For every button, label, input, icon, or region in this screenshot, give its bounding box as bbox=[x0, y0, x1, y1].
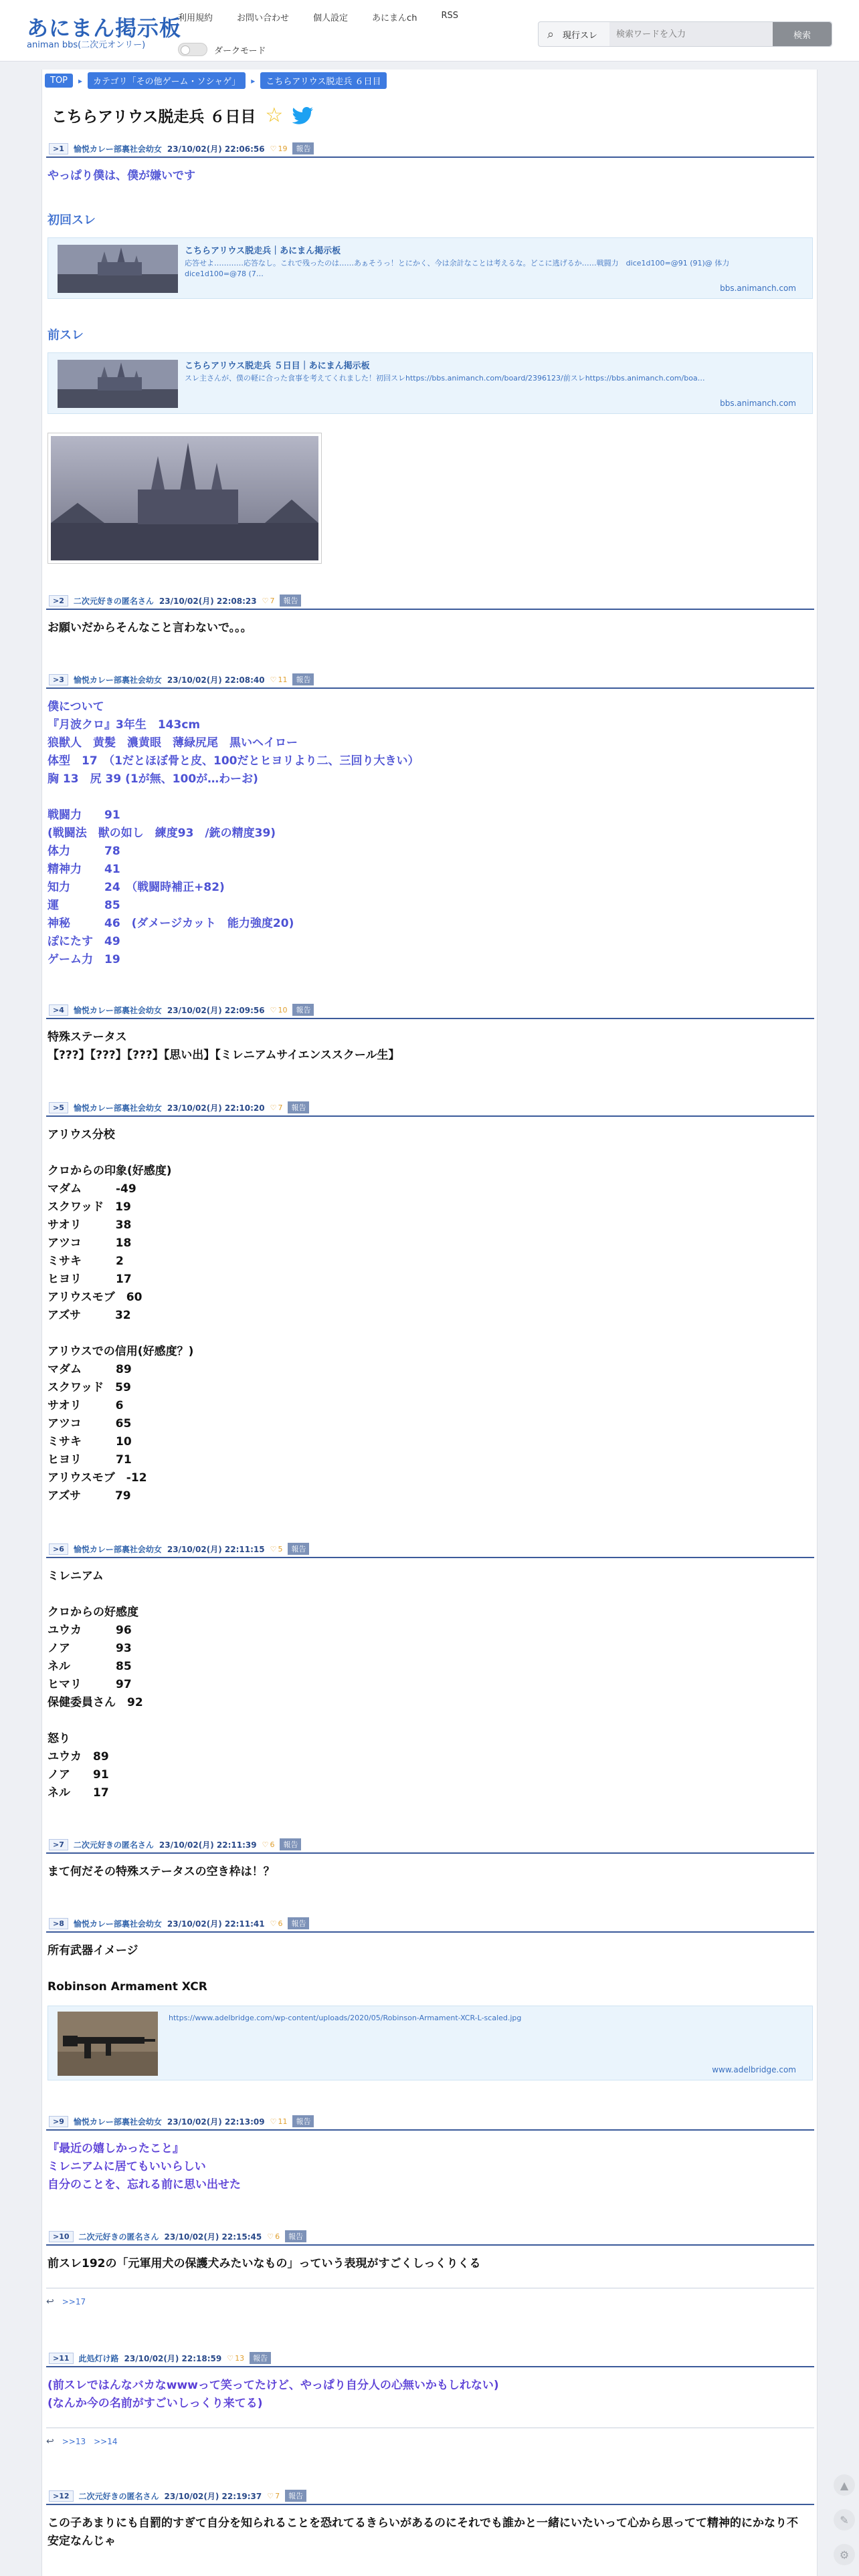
like-button[interactable] bbox=[270, 1006, 288, 1014]
like-button[interactable] bbox=[267, 2232, 280, 2241]
post-author: 二次元好きの匿名さん bbox=[78, 2232, 159, 2242]
like-button[interactable] bbox=[227, 2354, 244, 2363]
res-number-value: 12 bbox=[59, 2491, 70, 2500]
post-time: 23/10/02(月) 22:08:40 bbox=[167, 675, 265, 685]
post-author: 愉悦カレー部裏社会幼女 bbox=[73, 144, 162, 154]
post-body bbox=[47, 1863, 818, 1881]
nav-contact-link[interactable]: お問い合わせ bbox=[237, 13, 290, 23]
card-description: 応答せよ…………応答なし。これで残ったのは……あぁそうっ！とにかく、今は余計なことは考えるな。どこに逃げるか……戦闘力 dice1d100=@91 (91)@ 体力dice1d100=@78 (7… bbox=[185, 259, 730, 278]
post-time: 23/10/02(月) 22:10:20 bbox=[167, 1103, 265, 1113]
scroll-top-button[interactable] bbox=[834, 2474, 855, 2496]
breadcrumb-category[interactable]: カテゴリ「その他ゲーム・ソシャゲ」 bbox=[88, 72, 246, 89]
report-button[interactable]: 報告 bbox=[285, 2230, 306, 2242]
res-number-value: 2 bbox=[59, 596, 64, 605]
res-number-value: 8 bbox=[59, 1919, 64, 1928]
post-author: 二次元好きの匿名さん bbox=[73, 1840, 154, 1850]
toggle-switch[interactable] bbox=[178, 43, 207, 56]
first-thread-heading: 初回スレ bbox=[47, 213, 96, 227]
post-time: 23/10/02(月) 22:13:09 bbox=[167, 2117, 265, 2127]
rifle-thumbnail-image bbox=[58, 2012, 158, 2076]
post bbox=[42, 1102, 818, 1505]
post-header bbox=[46, 1102, 814, 1117]
pencil-icon: ✎ bbox=[840, 2513, 849, 2527]
title-row bbox=[52, 104, 314, 126]
reply-arrow-icon: ↩ bbox=[46, 2296, 54, 2307]
logo-title: あにまん掲示板 bbox=[27, 15, 182, 41]
like-button[interactable] bbox=[262, 597, 275, 605]
heart-icon: ♡ bbox=[270, 1544, 277, 1553]
nav-animanch-link[interactable]: あにまんch bbox=[372, 13, 417, 23]
card-domain: bbs.animanch.com bbox=[720, 399, 796, 408]
link-card-prev-thread[interactable] bbox=[47, 352, 813, 414]
post-time: 23/10/02(月) 22:18:59 bbox=[124, 2353, 222, 2363]
heart-icon: ♡ bbox=[270, 675, 277, 684]
card-domain: bbs.animanch.com bbox=[720, 284, 796, 293]
post-author: 愉悦カレー部裏社会幼女 bbox=[73, 1103, 162, 1113]
report-button[interactable]: 報告 bbox=[292, 2115, 314, 2127]
res-number-value: 6 bbox=[59, 1544, 64, 1553]
post-author: 二次元好きの匿名さん bbox=[73, 596, 154, 606]
res-number-value: 11 bbox=[59, 2353, 70, 2363]
post bbox=[42, 2116, 818, 2194]
post-header bbox=[46, 1839, 814, 1854]
card-thumbnail-image bbox=[58, 360, 178, 408]
heart-icon: ♡ bbox=[270, 2117, 277, 2126]
breadcrumb-top[interactable]: TOP bbox=[45, 74, 73, 88]
res-number[interactable]: >10 bbox=[49, 2231, 74, 2242]
report-button[interactable]: 報告 bbox=[292, 1004, 314, 1016]
res-number[interactable]: >5 bbox=[49, 1102, 68, 1113]
post-header bbox=[46, 595, 814, 610]
dark-mode-toggle[interactable] bbox=[178, 43, 266, 56]
post-time: 23/10/02(月) 22:09:56 bbox=[167, 1005, 265, 1015]
post-text: この子あまりにも自罰的すぎて自分を知られることを恐れてるきらいがあるのにそれでも誰かと一緒にいたいって心から思ってて精神的にかなり不安定なんじゃ bbox=[47, 2516, 798, 2548]
post-author: 愉悦カレー部裏社会幼女 bbox=[73, 2117, 162, 2127]
like-button[interactable] bbox=[262, 1840, 275, 1849]
search-button[interactable]: 検索 bbox=[773, 22, 832, 46]
cathedral-image bbox=[51, 436, 318, 560]
res-number[interactable]: >1 bbox=[49, 143, 68, 154]
post-body bbox=[47, 2514, 818, 2551]
like-button[interactable] bbox=[270, 1103, 283, 1112]
breadcrumb-thread[interactable]: こちらアリウス脱走兵 ６日目 bbox=[260, 72, 386, 89]
res-number-value: 5 bbox=[59, 1103, 64, 1112]
post bbox=[42, 674, 818, 969]
res-number[interactable]: >12 bbox=[49, 2490, 74, 2502]
post-author: 愉悦カレー部裏社会幼女 bbox=[73, 1544, 162, 1554]
post-text: 僕について 『月波クロ』3年生 143cm 狼獣人 黄髪 濃黄眼 薄緑尻尾 黒いヘイロー 体型 17 （1だとほぼ骨と皮、100だとヒヨリより二、三回り大きい） 胸 13 尻 39 (1が無、100が…わーお) 戦闘力 91 (戦闘法 獣の如し 練度93 /銃の精度39) 体力 78 精神力 41 知力 24 （戦闘時補正+82) 運 85 神秘 46 (ダメージカット 能力強度20) ぽにたす 49 ゲーム力 19 bbox=[47, 700, 419, 966]
heart-icon: ♡ bbox=[227, 2353, 234, 2363]
post-text: 前スレ192の「元軍用犬の保護犬みたいなもの」っていう表現がすごくしっくりくる bbox=[47, 2257, 481, 2270]
res-number[interactable]: >4 bbox=[49, 1004, 68, 1016]
res-number[interactable]: >9 bbox=[49, 2116, 68, 2127]
like-count: 11 bbox=[278, 2117, 288, 2126]
post-text: まて何だその特殊ステータスの空き枠は！？ bbox=[47, 1865, 275, 1879]
post bbox=[42, 1839, 818, 1881]
reply-arrow-icon: ↩ bbox=[46, 2436, 54, 2447]
report-button[interactable]: 報告 bbox=[285, 2490, 306, 2502]
heart-icon: ♡ bbox=[270, 144, 277, 153]
res-number-value: 7 bbox=[59, 1840, 64, 1849]
post-body bbox=[47, 698, 818, 969]
post-body bbox=[47, 2140, 818, 2194]
post-header bbox=[46, 1918, 814, 1933]
breadcrumb bbox=[45, 72, 387, 89]
logo-subtitle: animan bbs(二次元オンリー) bbox=[27, 40, 146, 50]
like-count: 10 bbox=[278, 1005, 288, 1014]
post-text: (前スレではんなバカなwwwって笑ってたけど、やっぱり自分人の心無いかもしれない) (なんか今の名前がすごいしっくり来てる) bbox=[47, 2379, 499, 2410]
like-count: 7 bbox=[278, 1103, 283, 1112]
post bbox=[42, 143, 818, 564]
post-body bbox=[47, 619, 818, 637]
post-text: やっぱり僕は、僕が嫌いです bbox=[47, 169, 195, 183]
post-time: 23/10/02(月) 22:06:56 bbox=[167, 144, 265, 154]
breadcrumb-separator-icon: ▸ bbox=[251, 76, 256, 86]
link-card-first-thread[interactable] bbox=[47, 237, 813, 299]
post-header bbox=[46, 2116, 814, 2131]
like-button[interactable] bbox=[270, 2117, 288, 2126]
top-nav bbox=[178, 11, 458, 23]
post-author: 愉悦カレー部裏社会幼女 bbox=[73, 1005, 162, 1015]
page-title: こちらアリウス脱走兵 ６日目 bbox=[52, 108, 256, 126]
like-count: 7 bbox=[270, 596, 275, 605]
card-title: こちらアリウス脱走兵 ５日目｜あにまん掲示板 bbox=[185, 361, 370, 371]
post-body bbox=[47, 2255, 818, 2273]
post-text: お願いだからそんなこと言わないで。。。 bbox=[47, 621, 252, 635]
nav-settings-link[interactable]: 個人設定 bbox=[313, 13, 349, 23]
reply-link[interactable]: >>17 bbox=[62, 2297, 86, 2306]
card-thumbnail-image bbox=[58, 245, 178, 293]
res-number-value: 10 bbox=[59, 2232, 70, 2241]
report-button[interactable]: 報告 bbox=[288, 1101, 309, 1113]
report-button[interactable]: 報告 bbox=[280, 595, 301, 607]
like-count: 7 bbox=[275, 2491, 280, 2500]
report-button[interactable]: 報告 bbox=[250, 2352, 271, 2364]
post-time: 23/10/02(月) 22:11:15 bbox=[167, 1544, 265, 1554]
gear-icon: ⚙ bbox=[839, 2548, 850, 2561]
post-header bbox=[46, 1004, 814, 1019]
heart-icon: ♡ bbox=[262, 1840, 269, 1849]
post bbox=[42, 2231, 818, 2307]
reply-links bbox=[46, 2428, 814, 2447]
like-count: 19 bbox=[278, 144, 288, 153]
res-number[interactable]: >6 bbox=[49, 1543, 68, 1555]
post-time: 23/10/02(月) 22:11:39 bbox=[159, 1840, 257, 1850]
post-body bbox=[47, 2377, 818, 2413]
prev-thread-heading: 前スレ bbox=[47, 328, 84, 342]
res-number-value: 3 bbox=[59, 675, 64, 684]
reply-link[interactable]: >>13 bbox=[62, 2437, 86, 2446]
like-button[interactable] bbox=[270, 1545, 283, 1553]
report-button[interactable]: 報告 bbox=[280, 1838, 301, 1850]
post-author: 愉悦カレー部裏社会幼女 bbox=[73, 1919, 162, 1929]
report-button[interactable]: 報告 bbox=[292, 673, 314, 685]
compose-button[interactable] bbox=[834, 2509, 855, 2531]
post-body bbox=[47, 1126, 818, 1505]
post-author: 二次元好きの匿名さん bbox=[78, 2491, 159, 2501]
res-number[interactable]: >2 bbox=[49, 595, 68, 607]
report-button[interactable]: 報告 bbox=[288, 1917, 309, 1929]
post bbox=[42, 595, 818, 637]
like-count: 5 bbox=[278, 1544, 283, 1553]
heart-icon: ♡ bbox=[267, 2491, 274, 2500]
card-title: こちらアリウス脱走兵｜あにまん掲示板 bbox=[185, 246, 341, 256]
post-header bbox=[46, 1543, 814, 1558]
link-card-weapon-image[interactable] bbox=[47, 2006, 813, 2080]
post bbox=[42, 1543, 818, 1802]
settings-button[interactable] bbox=[834, 2544, 855, 2565]
post-text: 『最近の嬉しかったこと』 ミレニアムに居てもいいらしい 自分のことを、忘れる前に思い出せた bbox=[47, 2142, 241, 2191]
like-button[interactable] bbox=[267, 2492, 280, 2500]
like-count: 11 bbox=[278, 675, 288, 684]
card-description: スレ主さんが、僕の軽に合った食事を考えてくれました！初回スレhttps://bbs.animanch.com/board/2396123/前スレhttps://bbs.animanch.com/boa… bbox=[185, 374, 705, 383]
heart-icon: ♡ bbox=[270, 1103, 277, 1112]
like-button[interactable] bbox=[270, 144, 288, 153]
search-icon: ⌕ bbox=[547, 27, 555, 41]
post-text: ミレニアム クロからの好感度 ユウカ 96 ノア 93 ネル 85 ヒマリ 97 保健委員さん 92 怒り ユウカ 89 ノア 91 ネル 17 bbox=[47, 1570, 143, 1800]
post-time: 23/10/02(月) 22:19:37 bbox=[164, 2491, 262, 2501]
like-button[interactable] bbox=[270, 1919, 283, 1928]
post-body bbox=[47, 167, 818, 564]
heart-icon: ♡ bbox=[270, 1005, 277, 1014]
res-number[interactable]: >8 bbox=[49, 1918, 68, 1929]
like-count: 6 bbox=[270, 1840, 275, 1849]
search-bar bbox=[538, 21, 832, 47]
heart-icon: ♡ bbox=[262, 596, 269, 605]
post-header bbox=[46, 2490, 814, 2505]
res-number-value: 1 bbox=[59, 144, 64, 153]
post-header bbox=[46, 143, 814, 158]
res-number[interactable]: >3 bbox=[49, 674, 68, 685]
card-url: https://www.adelbridge.com/wp-content/uploads/2020/05/Robinson-Armament-XCR-L-scaled.jpg bbox=[169, 2014, 522, 2022]
reply-links bbox=[46, 2288, 814, 2307]
post-time: 23/10/02(月) 22:11:41 bbox=[167, 1919, 265, 1929]
site-logo[interactable] bbox=[27, 15, 182, 50]
search-scope-select[interactable]: 現行スレ bbox=[563, 30, 598, 41]
like-count: 13 bbox=[235, 2353, 245, 2363]
nav-rss-link[interactable]: RSS bbox=[441, 11, 458, 21]
post-time: 23/10/02(月) 22:15:45 bbox=[164, 2232, 262, 2242]
res-number[interactable]: >11 bbox=[49, 2353, 74, 2364]
post-author: 愉悦カレー部裏社会幼女 bbox=[73, 675, 162, 685]
favorite-star-icon[interactable]: ☆ bbox=[265, 103, 284, 127]
site-header bbox=[0, 0, 859, 62]
nav-terms-link[interactable]: 利用規約 bbox=[178, 13, 213, 23]
post-body bbox=[47, 1029, 818, 1065]
res-number-value: 9 bbox=[59, 2117, 64, 2126]
post bbox=[42, 1918, 818, 2080]
heart-icon: ♡ bbox=[267, 2232, 274, 2241]
post-body bbox=[47, 1568, 818, 1802]
post bbox=[42, 1004, 818, 1065]
report-button[interactable]: 報告 bbox=[292, 142, 314, 154]
like-count: 6 bbox=[275, 2232, 280, 2241]
res-number-value: 4 bbox=[59, 1005, 64, 1014]
post-header bbox=[46, 674, 814, 689]
card-domain: www.adelbridge.com bbox=[712, 2065, 796, 2074]
dark-mode-label: ダークモード bbox=[214, 45, 266, 56]
post-header bbox=[46, 2231, 814, 2246]
like-button[interactable] bbox=[270, 675, 288, 684]
attached-image[interactable] bbox=[47, 433, 322, 564]
like-count: 6 bbox=[278, 1919, 283, 1928]
heart-icon: ♡ bbox=[270, 1919, 277, 1928]
post-body bbox=[47, 1942, 818, 2080]
post bbox=[42, 2353, 818, 2447]
post-text: アリウス分校 クロからの印象(好感度) マダム -49 スクワッド 19 サオリ 38 アツコ 18 ミサキ 2 ヒヨリ 17 アリウスモブ 60 アズサ 32 アリウスでの信用(好感度？) マダム 89 スクワッド 59 サオリ 6 アツコ 65 ミサキ 10 ヒヨリ 71 アリウスモブ -12 アズサ 79 bbox=[47, 1128, 194, 1503]
breadcrumb-separator-icon: ▸ bbox=[78, 76, 83, 86]
post-author: 此処灯け路 bbox=[78, 2353, 119, 2363]
post-time: 23/10/02(月) 22:08:23 bbox=[159, 596, 257, 606]
post-text: 所有武器イメージ Robinson Armament XCR bbox=[47, 1944, 207, 1994]
search-input[interactable] bbox=[609, 22, 773, 46]
post bbox=[42, 2490, 818, 2551]
post-text: 特殊ステータス 【???】【???】【???】【思い出】【ミレニアムサイエンススクール生】 bbox=[47, 1031, 400, 1062]
reply-link[interactable]: >>14 bbox=[94, 2437, 118, 2446]
thread-container bbox=[41, 70, 818, 2576]
res-number[interactable]: >7 bbox=[49, 1839, 68, 1850]
post-header bbox=[46, 2353, 814, 2367]
arrow-up-icon: ▲ bbox=[840, 2478, 849, 2492]
twitter-share-icon[interactable] bbox=[292, 106, 314, 125]
report-button[interactable]: 報告 bbox=[288, 1543, 309, 1555]
